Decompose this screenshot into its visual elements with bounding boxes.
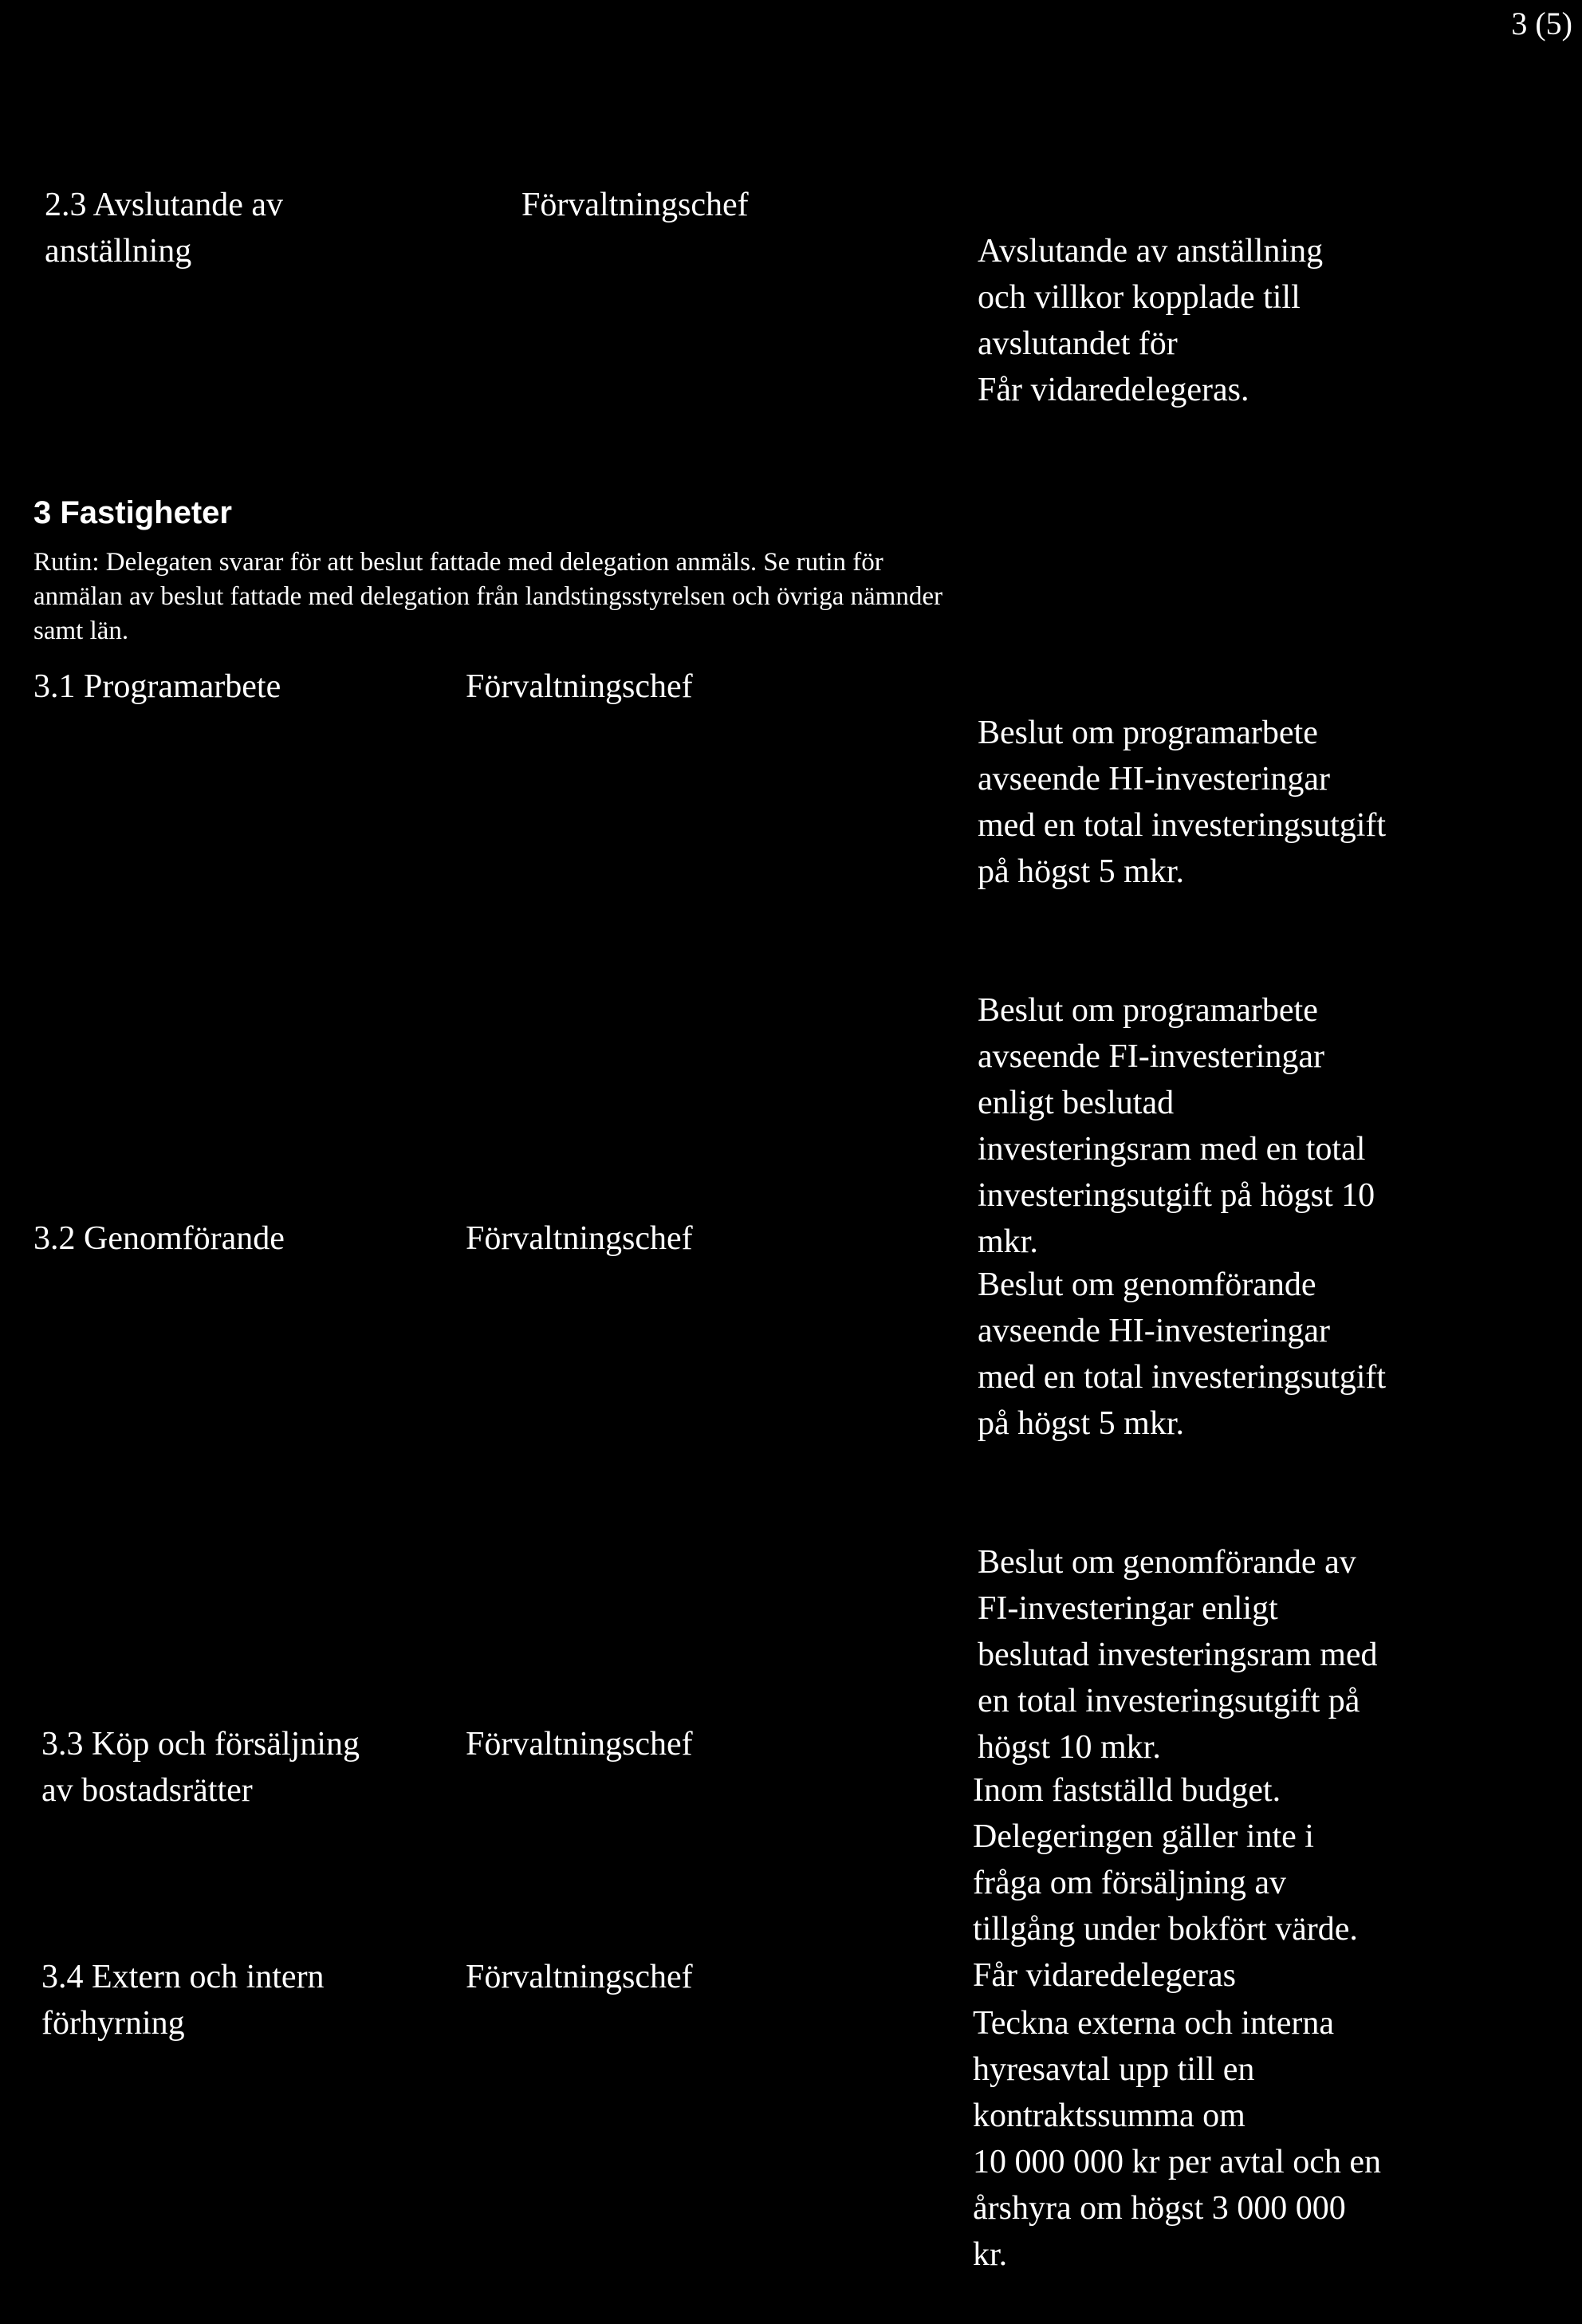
row-description — [978, 664, 1552, 1311]
row-number-label: 3.1 Programarbete — [33, 668, 281, 705]
page-number: 3 (5) — [1511, 6, 1572, 41]
row-number-label: 3.3 Köp och försäljning av bostadsrätter — [41, 1726, 360, 1809]
description-paragraph: Inom fastställd budget. Delegeringen gäller inte i fråga om försäljning av tillgång under bokfört värde. Får vidaredelegeras — [973, 1772, 1358, 1994]
section-heading: 3 Fastigheter — [33, 495, 232, 530]
section-routine-text: Rutin: Delegaten svarar för att beslut fattade med delegation anmäls. Se rutin för anmälan av beslut fattade med delegation från landstingsstyrelsen och övriga nämnder samt län. — [33, 548, 943, 645]
row-description — [973, 1954, 1555, 2324]
row-description — [978, 182, 1536, 459]
description-paragraph: Beslut om programarbete avseende HI-investeringar med en total investeringsutgift på högst 5 mkr. — [978, 715, 1387, 890]
row-role: Förvaltningschef — [521, 187, 749, 223]
row-role: Förvaltningschef — [466, 668, 693, 705]
row-role: Förvaltningschef — [466, 1726, 693, 1763]
row-role: Förvaltningschef — [466, 1959, 693, 1995]
row-number-label: 2.3 Avslutande av anställning — [45, 187, 284, 270]
row-number-label: 3.4 Extern och intern förhyrning — [41, 1959, 325, 2042]
row-role: Förvaltningschef — [466, 1220, 693, 1257]
row-number-label: 3.2 Genomförande — [33, 1220, 285, 1257]
description-paragraph: Beslut om genomförande avseende HI-investeringar med en total investeringsutgift på högst 5 mkr. — [978, 1266, 1387, 1442]
description-paragraph: Teckna externa och interna hyresavtal upp till en kontraktssumma om 10 000 000 kr per avtal och en årshyra om högst 3 000 000 kr. — [973, 2005, 1382, 2273]
description-paragraph: Beslut om programarbete avseende FI-investeringar enligt beslutad investeringsram med en total investeringsutgift på högst 10 mkr. — [978, 992, 1375, 1260]
description-paragraph: Avslutande av anställning och villkor kopplade till avslutandet för Får vidaredelegeras. — [978, 233, 1324, 408]
description-paragraph: Beslut om genomförande av FI-investeringar enligt beslutad investeringsram med en total investeringsutgift på högst 10 mkr. — [978, 1544, 1378, 1766]
